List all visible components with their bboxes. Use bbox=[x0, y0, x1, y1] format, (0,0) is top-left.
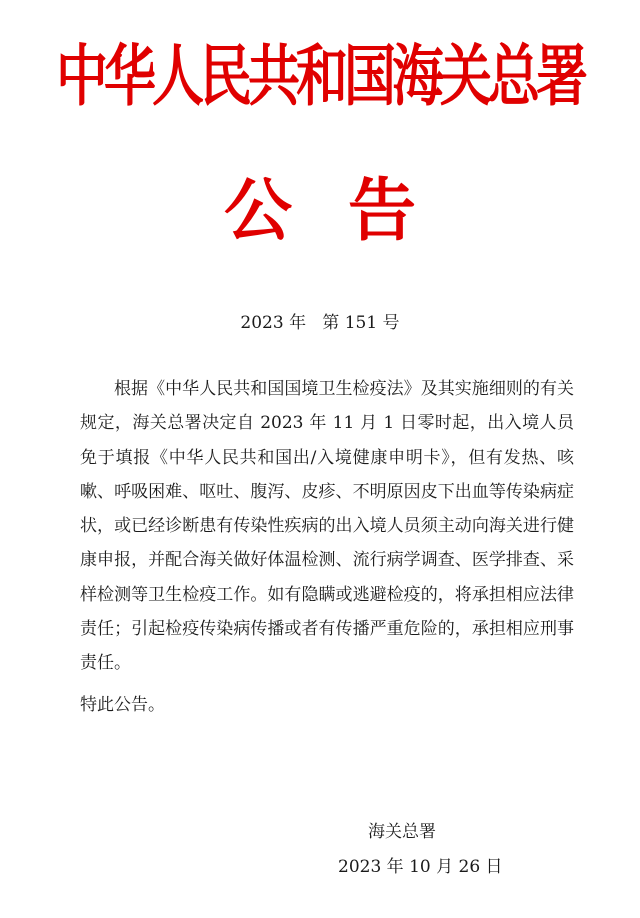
announcement-body: 根据《中华人民共和国国境卫生检疫法》及其实施细则的有关规定，海关总署决定自 2023 年 11 月 1 日零时起，出入境人员免于填报《中华人民共和国出/入境健康申明卡》，但有发热、咳嗽、呼吸困难、呕吐、腹泻、皮疹、不明原因皮下出血等传染病症状，或已经诊断患有传染性疾病的出入境人员须主动向海关进行健康申报，并配合海关做好体温检测、流行病学调查、医学排查、采样检测等卫生检疫工作。如有隐瞒或逃避检疫的，将承担相应法律责任；引起检疫传染病传播或者有传播严重危险的，承担相应刑事责任。 bbox=[80, 379, 574, 674]
closing-statement: 特此公告。 bbox=[80, 695, 165, 715]
document-number: 2023 年 第 151 号 bbox=[240, 313, 400, 333]
issuer-signature: 海关总署 bbox=[368, 822, 436, 842]
document-type-title: 公告 bbox=[223, 172, 472, 251]
issue-date: 2023 年 10 月 26 日 bbox=[338, 857, 503, 877]
issuing-organization-header: 中华人民共和国海关总署 bbox=[55, 38, 584, 116]
